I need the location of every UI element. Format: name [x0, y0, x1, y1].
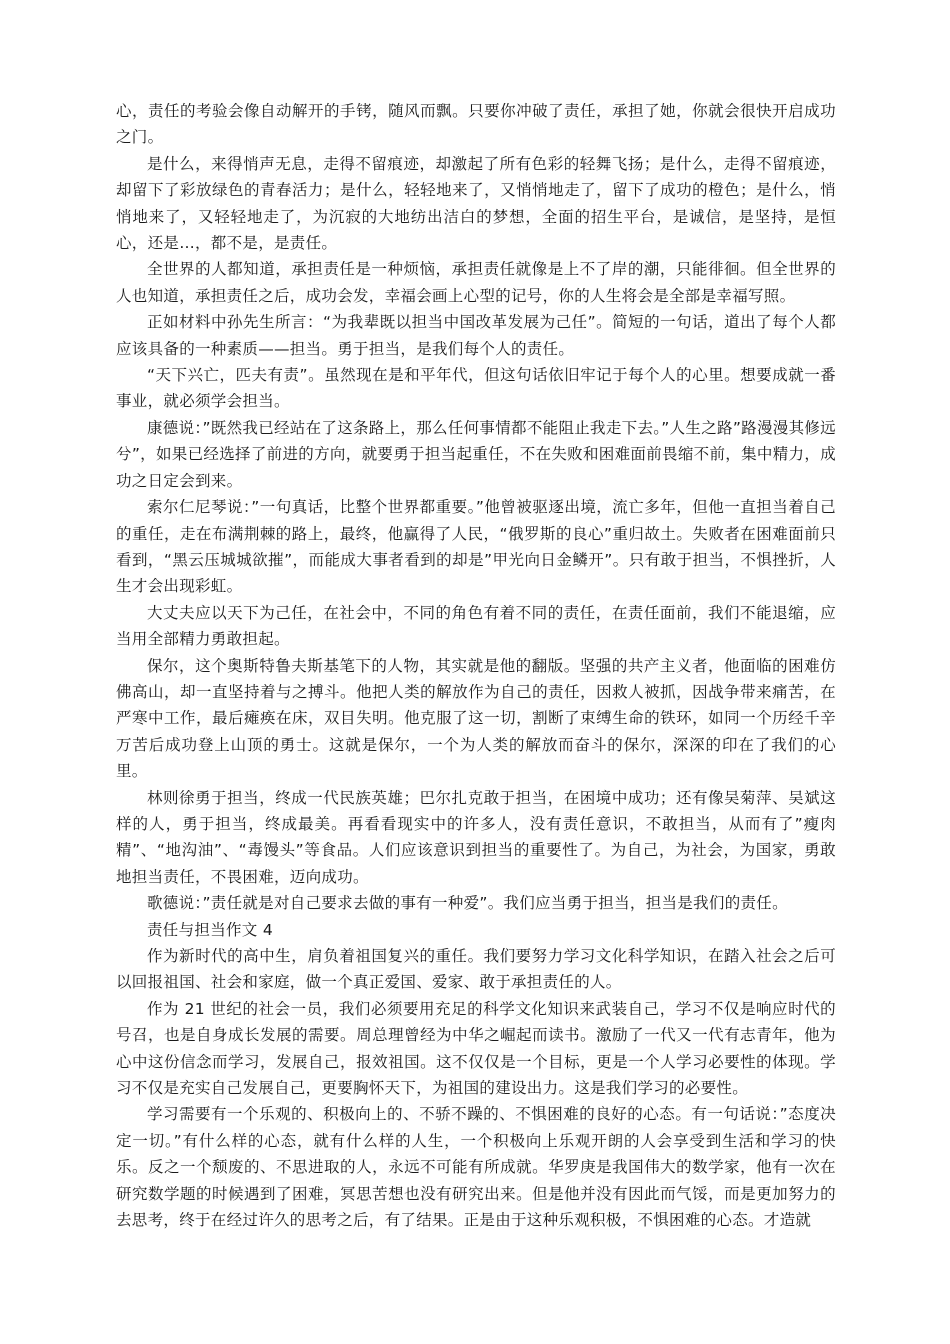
paragraph-6: 康德说：”既然我已经站在了这条路上，那么任何事情都不能阻止我走下去。”人生之路”路漫漫其修远兮”，如果已经选择了前进的方向，就要勇于担当起重任，不在失败和困难面前畏缩不前，集中精力，成功之日定会到来。 — [116, 418, 836, 490]
paragraph-11: 歌德说：”责任就是对自己要求去做的事有一种爱”。我们应当勇于担当，担当是我们的责任。 — [147, 894, 788, 913]
paragraph-4: 正如材料中孙先生所言：“为我辈既以担当中国改革发展为己任”。简短的一句话，道出了每个人都应该具备的一种素质——担当。勇于担当，是我们每个人的责任。 — [116, 313, 836, 358]
paragraph-14: 学习需要有一个乐观的、积极向上的、不骄不躁的、不惧困难的良好的心态。有一句话说：”态度决定一切。”有什么样的心态，就有什么样的人生，一个积极向上乐观开朗的人会享受到生活和学习的快乐。反之一个颓废的、不思进取的人，永远不可能有所成就。华罗庚是我国伟大的数学家，他有一次在研究数学题的时候遇到了困难，冥思苦想也没有研究出来。但是他并没有因此而气馁，而是更加努力的去思考，终于在经过许久的思考之后，有了结果。正是由于这种乐观积极，不惧困难的心态。才造就 — [116, 1105, 836, 1230]
paragraph-7: 索尔仁尼琴说：”一句真话，比整个世界都重要。”他曾被驱逐出境，流亡多年，但他一直担当着自己的重任，走在布满荆棘的路上，最终，他赢得了人民，“俄罗斯的良心”重归故土。失败者在困难面前只看到，“黑云压城城欲摧”，而能成大事者看到的却是”甲光向日金鳞开”。只有敢于担当，不惧挫折，人生才会出现彩虹。 — [116, 498, 836, 596]
paragraph-10: 林则徐勇于担当，终成一代民族英雄；巴尔扎克敢于担当，在困境中成功；还有像吴菊萍、吴斌这样的人，勇于担当，终成最美。再看看现实中的许多人，没有责任意识，不敢担当，从而有了”瘦肉精”、“地沟油”、“毒馒头”等食品。人们应该意识到担当的重要性了。为自己，为社会，为国家，勇敢地担当责任，不畏困难，迈向成功。 — [116, 788, 836, 886]
paragraph-2: 是什么，来得悄声无息，走得不留痕迹，却激起了所有色彩的轻舞飞扬；是什么，走得不留痕迹，却留下了彩放绿色的青春活力；是什么，轻轻地来了，又悄悄地走了，留下了成功的橙色；是什么，悄悄地来了，又轻轻地走了，为沉寂的大地纺出洁白的梦想，全面的招生平台，是诚信，是坚持，是恒心，还是…，都不是，是责任。 — [116, 154, 836, 253]
paragraph-13: 作为 21 世纪的社会一员，我们必须要用充足的科学文化知识来武装自己，学习不仅是响应时代的号召，也是自身成长发展的需要。周总理曾经为中华之崛起而读书。激励了一代又一代有志青年，他为心中这份信念而学习，发展自己，报效祖国。这不仅仅是一个目标，更是一个人学习必要性的体现。学习不仅是充实自己发展自己，更要胸怀天下，为祖国的建设出力。这是我们学习的必要性。 — [116, 999, 836, 1098]
paragraph-9: 保尔，这个奥斯特鲁夫斯基笔下的人物，其实就是他的翻版。坚强的共产主义者，他面临的困难仿佛高山，却一直坚持着与之搏斗。他把人类的解放作为自己的责任，因救人被抓，因战争带来痛苦，在严寒中工作，最后瘫痪在床，双目失明。他克服了这一切，割断了束缚生命的铁环，如同一个历经千辛万苦后成功登上山顶的勇士。这就是保尔，一个为人类的解放而奋斗的保尔，深深的印在了我们的心里。 — [116, 656, 836, 781]
paragraph-5: “天下兴亡，匹夫有责”。虽然现在是和平年代，但这句话依旧牢记于每个人的心里。想要成就一番事业，就必须学会担当。 — [116, 366, 836, 411]
section-heading: 责任与担当作文 4 — [147, 920, 273, 939]
paragraph-3: 全世界的人都知道，承担责任是一种烦恼，承担责任就像是上不了岸的潮，只能徘徊。但全世界的人也知道，承担责任之后，成功会发，幸福会画上心型的记号，你的人生将会是全部是幸福写照。 — [116, 260, 836, 305]
paragraph-8: 大丈夫应以天下为己任，在社会中，不同的角色有着不同的责任，在责任面前，我们不能退缩，应当用全部精力勇敢担起。 — [116, 603, 836, 649]
paragraph-1: 心，责任的考验会像自动解开的手铐，随风而飘。只要你冲破了责任，承担了她，你就会很快开启成功之门。 — [116, 102, 836, 147]
document-body — [116, 98, 836, 1233]
paragraph-12: 作为新时代的高中生，肩负着祖国复兴的重任。我们要努力学习文化科学知识，在踏入社会之后可以回报祖国、社会和家庭，做一个真正爱国、爱家、敢于承担责任的人。 — [116, 947, 836, 992]
